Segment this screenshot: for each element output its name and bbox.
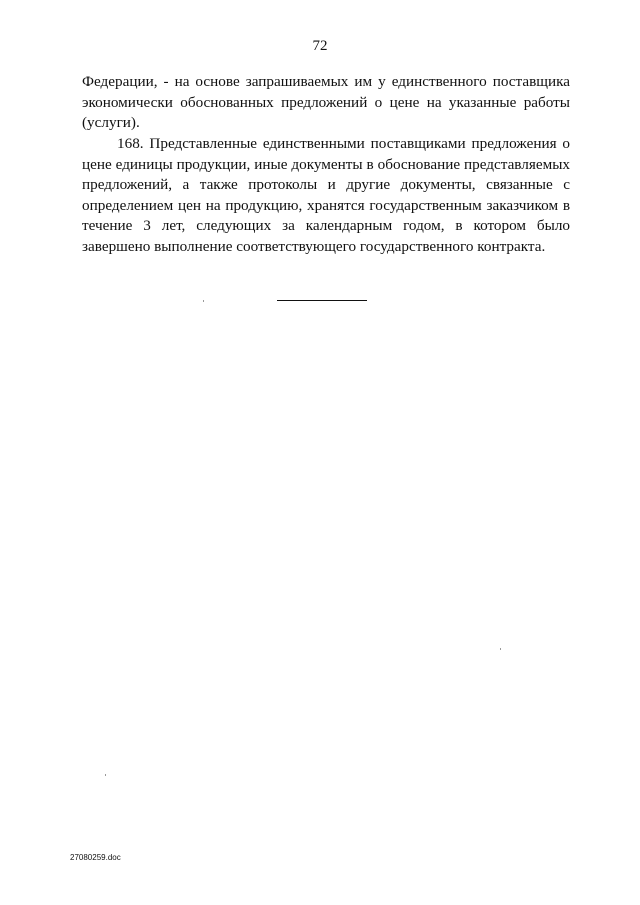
paragraph-line: определением цен на продукцию, хранятся государственным заказчиком в (82, 196, 570, 214)
page-number: 72 (312, 38, 328, 54)
end-separator-line (277, 300, 367, 301)
paragraph-1 (82, 72, 570, 134)
paragraph-2 (82, 134, 570, 257)
paragraph-line: экономически обоснованных предложений о цене на указанные работы (82, 93, 570, 111)
paragraph-line: предложений, а также протоколы и другие документы, связанные с (82, 176, 570, 193)
scan-speck (203, 300, 204, 302)
paragraph-line: цене единицы продукции, иные документы в обоснование представляемых (82, 155, 570, 173)
document-file-code: 27080259.doc (70, 853, 121, 862)
scan-speck (500, 648, 501, 650)
paragraph-line: Федерации, - на основе запрашиваемых им у единственного поставщика (82, 73, 570, 90)
paragraph-line: завершено выполнение соответствующего государственного контракта. (82, 237, 546, 255)
paragraph-line: 168. Представленные единственными поставщиками предложения о (117, 135, 570, 152)
paragraph-line: течение 3 лет, следующих за календарным годом, в котором было (82, 217, 570, 234)
paragraph-line: (услуги). (82, 114, 140, 131)
scan-speck (105, 774, 106, 776)
